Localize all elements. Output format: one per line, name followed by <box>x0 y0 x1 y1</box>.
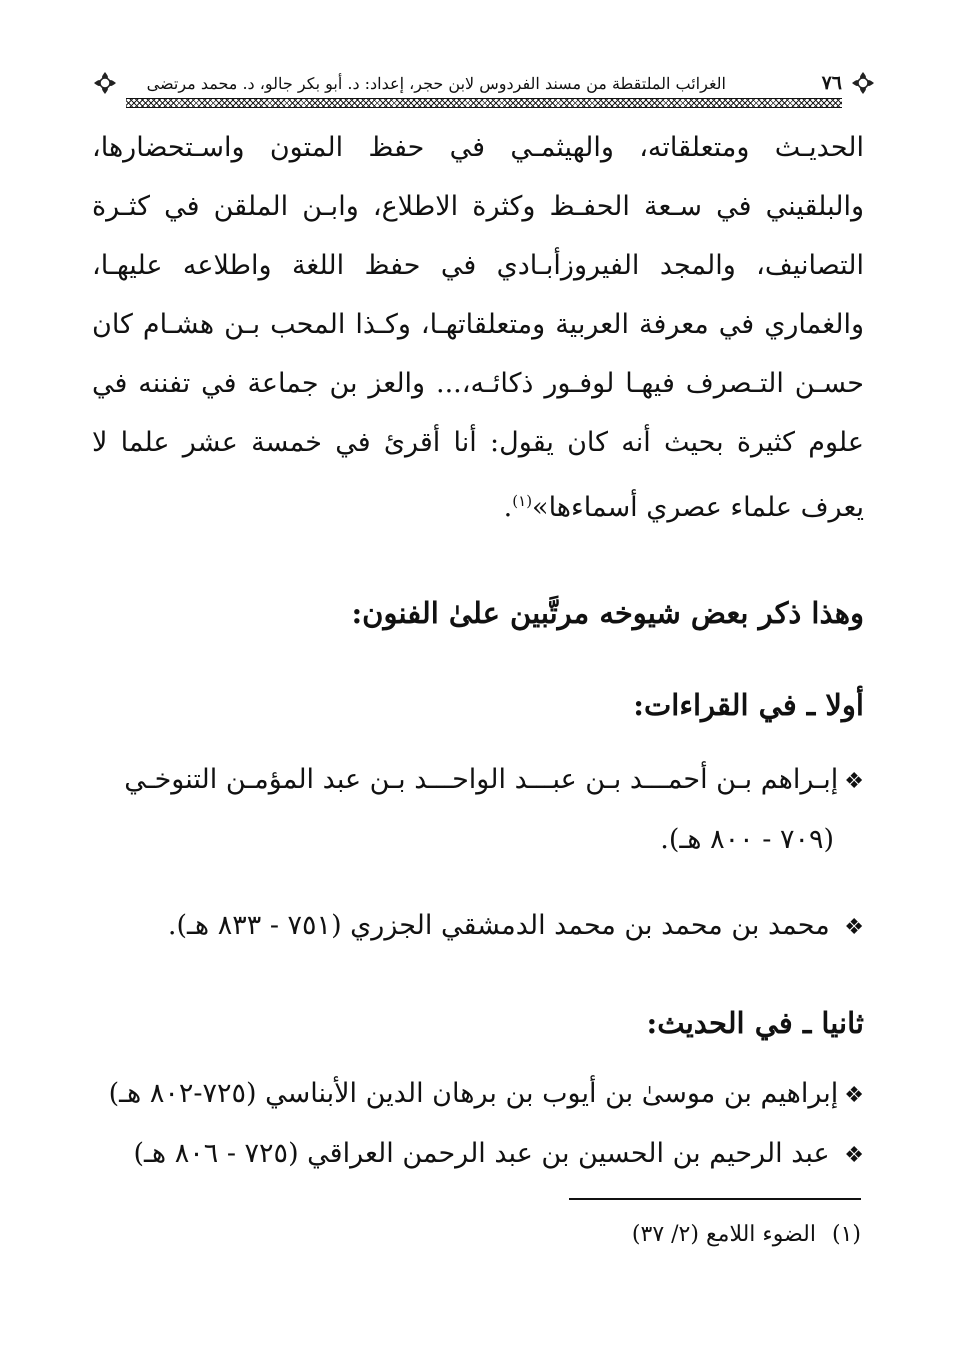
intro-line: ذكائـه،... والعز بن جماعة في تفننه في علوم كثيرة بحيث أنه كان يقول: أنا <box>92 368 864 458</box>
footnote <box>632 1222 861 1247</box>
footnote-number: (١) <box>831 1222 861 1247</box>
page-body <box>92 118 864 1185</box>
intro-line: الحديـث ومتعلقاته، والهيثمـي في حفظ المتون واسـتحضارها، والبلقيني <box>92 132 864 222</box>
footnote-marker: (١) <box>512 492 533 510</box>
list-item <box>92 897 864 957</box>
readings-teachers-list <box>92 751 864 957</box>
list-item-text: عبد الرحيم بن الحسين بن عبد الرحمن العراقي (٧٢٥ - ٨٠٦ هـ) <box>133 1138 830 1169</box>
section-heading-teachers: وهذا ذكر بعض شيوخه مرتَّبين علىٰ الفنون: <box>351 596 864 630</box>
diamond-bullet-icon: ❖ <box>844 769 864 794</box>
floral-ornament-icon <box>850 70 876 96</box>
intro-line: ومتعلقاتهـا، وكـذا المحب بـن هشـام كان حسـن التـصرف فيهـا لوفـور <box>92 309 864 399</box>
page-number: ٧٦ <box>821 72 842 94</box>
diamond-bullet-icon: ❖ <box>844 915 864 940</box>
list-item <box>92 1125 864 1185</box>
diamond-bullet-icon: ❖ <box>844 1143 864 1168</box>
page-header <box>92 60 876 116</box>
list-item-dates: (٧٠٩ - ٨٠٠ هـ). <box>660 824 834 855</box>
list-item-text: إبراهيم بن موسىٰ بن أيوب بن برهان الدين الأبناسي (٧٢٥-٨٠٢ هـ) <box>108 1078 839 1109</box>
intro-line: في سـعة الحفـظ وكثرة الاطلاع، وابـن الملقن في كثـرة التصانيف، والمجد <box>92 191 864 281</box>
list-item <box>92 751 864 869</box>
list-item-text: إبـراهم بـن أحمـــد بـن عبـــد الواحـــد بـن عبد المؤمـن التنوخـي <box>124 764 839 795</box>
diamond-bullet-icon: ❖ <box>844 1083 864 1108</box>
intro-line: أقرئ في خمسة عشر علما لا يعرف علماء عصري أسماءها» <box>92 427 864 523</box>
list-item <box>92 1065 864 1125</box>
section-heading-hadith: ثانيا ـ في الحديث: <box>646 1006 864 1040</box>
intro-line: الفيروزأبـادي في حفظ اللغة واطلاعه عليهـا، والغماري في معرفة العربية <box>92 250 864 340</box>
hadith-teachers-list <box>92 1065 864 1185</box>
footnote-text: الضوء اللامع (٢/ ٣٧) <box>631 1222 816 1247</box>
footnote-divider <box>569 1198 861 1200</box>
intro-line-end: . <box>503 492 513 523</box>
running-title: الغرائب الملتقطة من مسند الفردوس لابن حجر، إعداد: د. أبو بكر جالو، د. محمد مرتضى <box>146 74 726 93</box>
header-divider <box>126 98 842 108</box>
intro-paragraph <box>92 118 864 537</box>
list-item-text: محمد بن محمد بن محمد الدمشقي الجزري (٧٥١ - ٨٣٣ هـ). <box>167 910 830 941</box>
section-heading-readings: أولا ـ في القراءات: <box>633 688 864 722</box>
floral-ornament-icon <box>92 70 118 96</box>
